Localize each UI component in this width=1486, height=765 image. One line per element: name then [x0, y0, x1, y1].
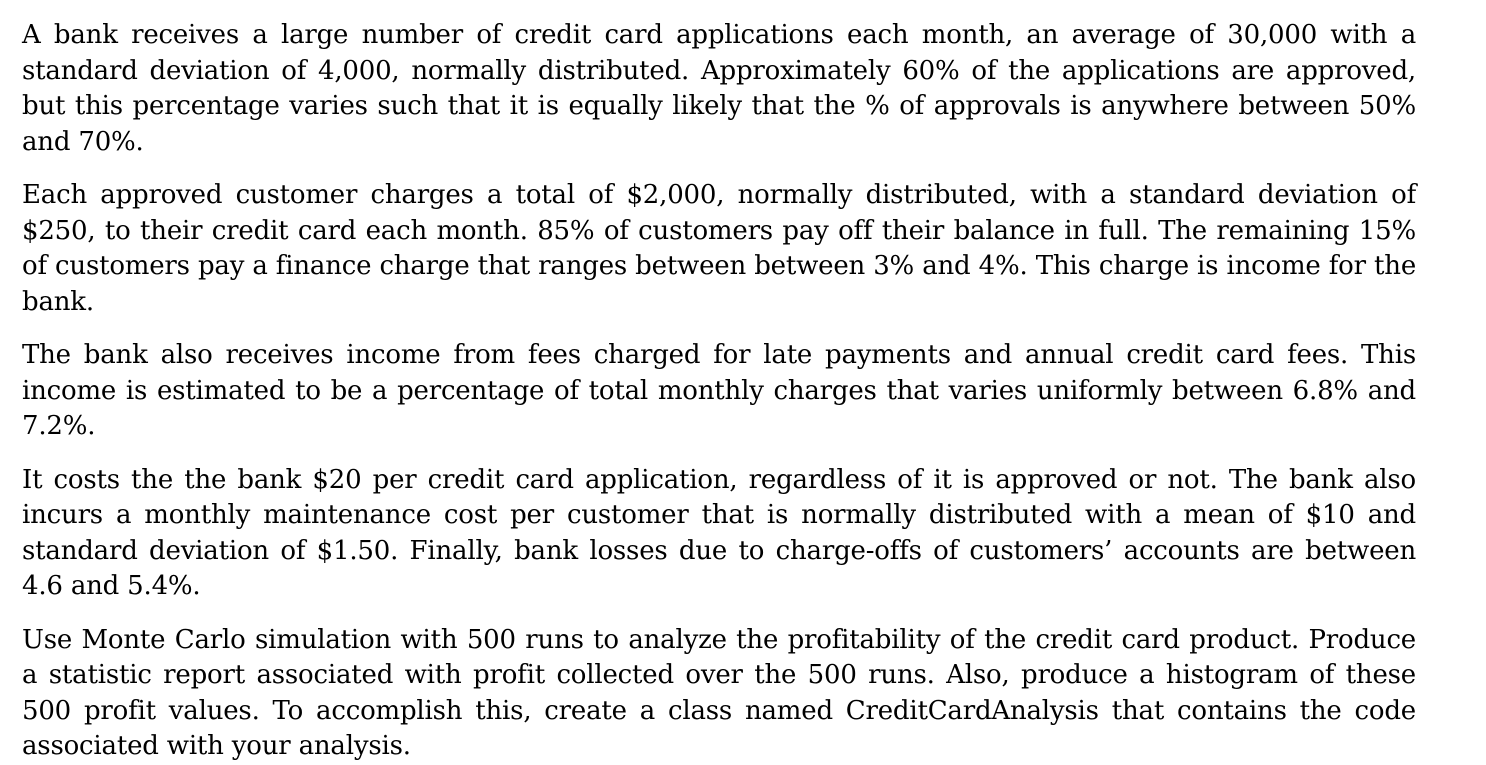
document-body [22, 18, 1416, 765]
paragraph-charges: Each approved customer charges a total of $2,000, normally distributed, with a standard deviation of $250, to their credit card each month. 85% of customers pay off their balance in full. The remaining 15% of customers pay a finance charge that ranges between between 3% and 4%. This charge is income for the bank. [22, 180, 1416, 317]
paragraph-fees: The bank also receives income from fees charged for late payments and annual credit card fees. This income is estimated to be a percentage of total monthly charges that varies uniformly between 6.8% and 7.2%. [22, 340, 1416, 441]
paragraph-task: Use Monte Carlo simulation with 500 runs to analyze the profitability of the credit card product. Produce a statistic report associated with profit collected over the 500 runs. Also, produce a histogram of these 500 profit values. To accomplish this, create a class named CreditCardAnalysis that contains the code associated with your analysis. [22, 624, 1416, 761]
paragraph-costs: It costs the the bank $20 per credit card application, regardless of it is approved or not. The bank also incurs a monthly maintenance cost per customer that is normally distributed with a mean of $10 and standard deviation of $1.50. Finally, bank losses due to charge-offs of customers’ accounts are between 4.6 and 5.4%. [22, 464, 1416, 601]
paragraph-applications: A bank receives a large number of credit card applications each month, an average of 30,000 with a standard deviation of 4,000, normally distributed. Approximately 60% of the applications are approved, but this percentage varies such that it is equally likely that the % of approvals is anywhere between 50% and 70%. [22, 20, 1416, 157]
